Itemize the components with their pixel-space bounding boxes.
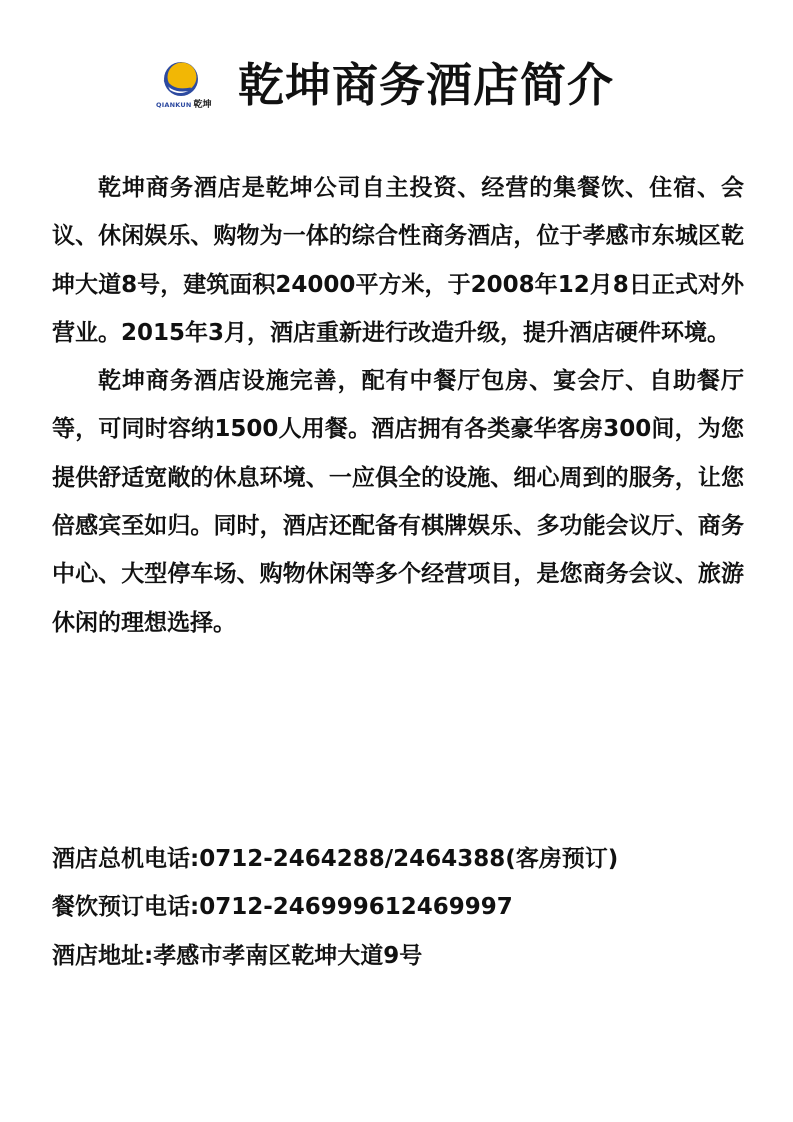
switchboard-phone: 酒店总机电话:0712-2464288/2464388(客房预订) <box>52 846 619 872</box>
qiankun-logo <box>156 60 228 112</box>
logo-chinese-text: 乾坤 <box>193 100 212 110</box>
page-header <box>0 50 793 120</box>
intro-paragraph-1: 乾坤商务酒店是乾坤公司自主投资、经营的集餐饮、住宿、会议、休闲娱乐、购物为一体的综合性商务酒店，位于孝感市东城区乾坤大道8号，建筑面积24000平方米，于2008年12月8日正式对外营业。2015年3月，酒店重新进行改造升级，提升酒店硬件环境。 <box>52 175 744 346</box>
dining-reservation-phone: 餐饮预订电话:0712-246999612469997 <box>52 894 513 921</box>
intro-paragraph-2: 乾坤商务酒店设施完善，配有中餐厅包房、宴会厅、自助餐厅等，可同时容纳1500人用餐。酒店拥有各类豪华客房300间，为您提供舒适宽敞的休息环境、一应俱全的设施、细心周到的服务，让您倍感宾至如归。同时，酒店还配备有棋牌娱乐、多功能会议厅、商务中心、大型停车场、购物休闲等多个经营项目，是您商务会议、旅游休闲的理想选择。 <box>52 368 744 636</box>
contact-info <box>52 835 744 980</box>
intro-body <box>52 164 744 647</box>
hotel-address: 酒店地址:孝感市孝南区乾坤大道9号 <box>52 942 423 969</box>
qiankun-logo-icon <box>160 60 202 100</box>
logo-english-text: QIANKUN <box>156 101 192 109</box>
page-title: 乾坤商务酒店简介 <box>238 58 614 112</box>
